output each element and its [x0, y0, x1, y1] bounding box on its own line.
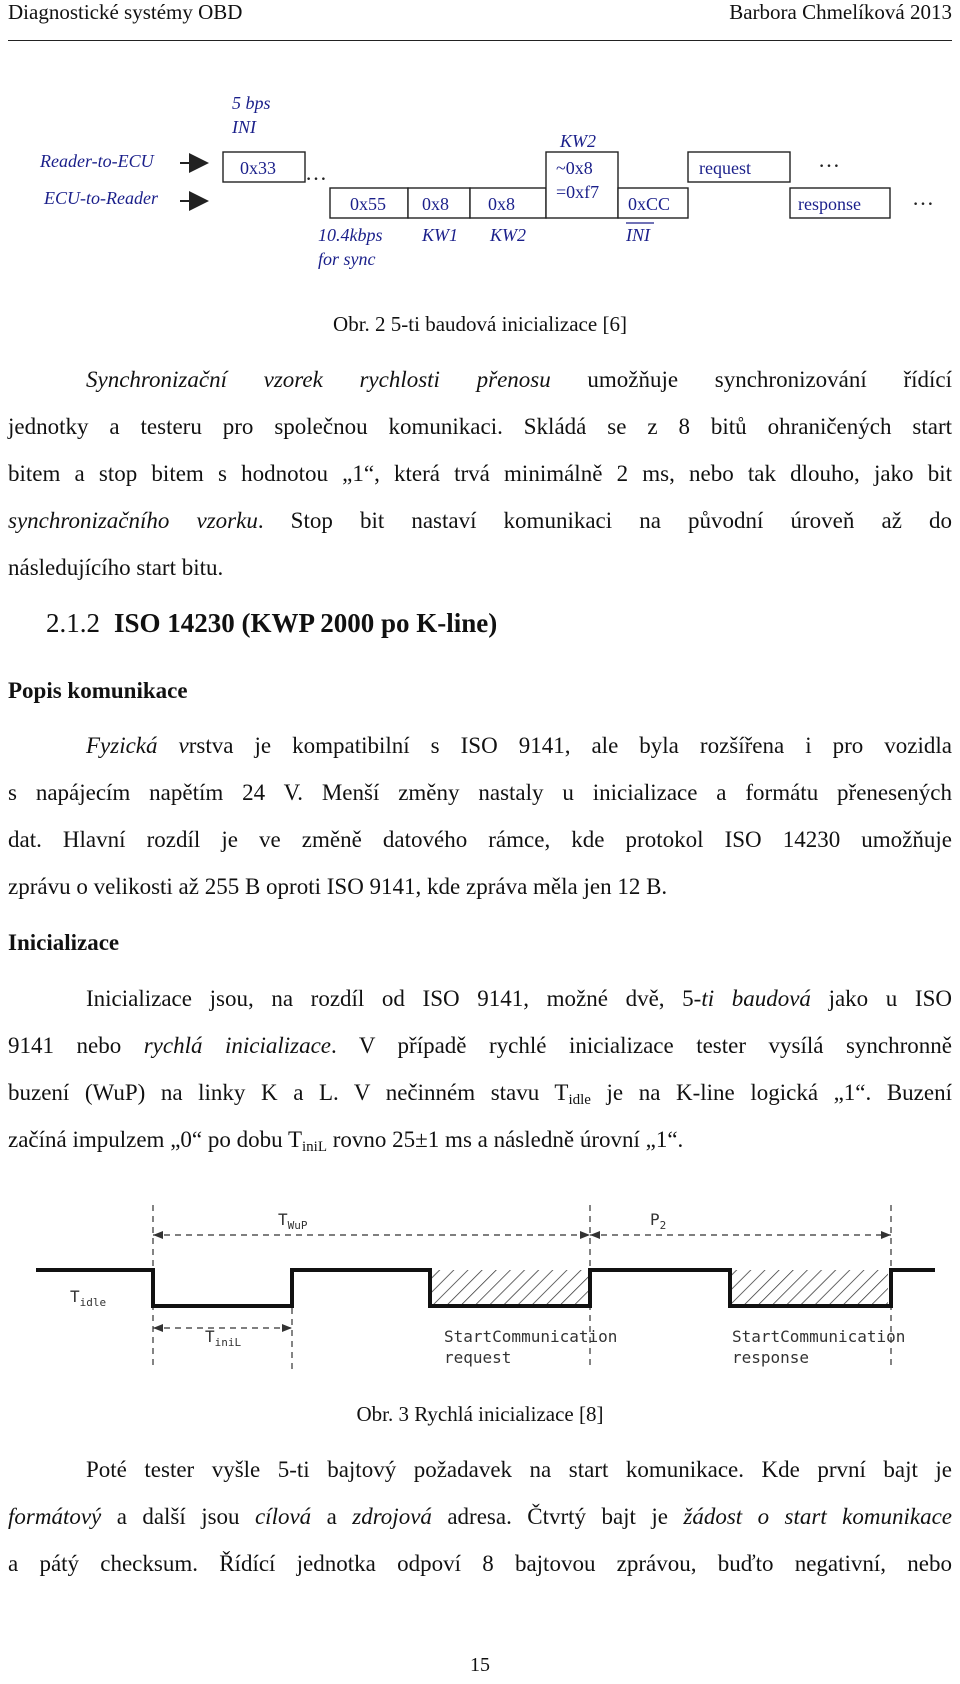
figure-fast-init — [0, 1200, 960, 1375]
label-response-2: response — [732, 1348, 810, 1367]
box-kw1: 0x8 — [422, 194, 449, 214]
paragraph-initialization: Inicializace jsou, na rozdíl od ISO 9141, možné dvě, 5-ti baudová jako u ISO 9141 nebo rychlá inicializace. V případě rychlé inicializace tester vysílá synchronně buzení (WuP) na linky K a L. V nečinném stavu $T_{idle}$ je na K-line logická „1“. Buzení začíná impulzem „0“ po dobu $T_{iniL}$ rovno 25±1 ms a následně úrovní „1“. — [8, 986, 952, 1155]
label-request-1: StartCommunication — [444, 1327, 618, 1346]
figure-5-baud-init — [0, 85, 960, 275]
box-inv-1: ~0x8 — [556, 158, 593, 178]
box-ini: 0x33 — [240, 158, 276, 178]
box-response: response — [798, 194, 861, 214]
label-request-2: request — [444, 1348, 512, 1367]
paragraph-request: Poté tester vyšle 5-ti bajtový požadavek na start komunikace. Kde první bajt je formátový a další jsou cílová a zdrojová adresa. Čtvrtý bajt je žádost o start komunikace a pátý checksum. Řídící jednotka odpoví 8 bajtovou zprávou, buďto negativní, nebo — [8, 1457, 952, 1576]
box-inv-2: =0xf7 — [556, 182, 600, 202]
figure2-caption: Obr. 2 5-ti baudová inicializace [6] — [333, 312, 627, 336]
label-p2: $P_2$ — [650, 1210, 667, 1232]
label-t-wup: $T_{WuP}$ — [278, 1210, 308, 1232]
header-divider — [8, 40, 952, 41]
box-inv-ini: 0xCC — [628, 194, 671, 214]
header-title: Diagnostické systémy OBD — [8, 0, 243, 24]
row-label-reader: Reader-to-ECU — [40, 151, 154, 171]
figure3-caption: Obr. 3 Rychlá inicializace [8] — [356, 1402, 604, 1426]
label-t-idle: $T_{idle}$ — [70, 1287, 107, 1309]
ellipsis-1: … — [305, 160, 327, 185]
label-response-1: StartCommunication — [732, 1327, 906, 1346]
page-number: 15 — [470, 1654, 490, 1676]
note-kw2: KW2 — [490, 225, 526, 245]
paragraph-communication: Fyzická vrstva je kompatibilní s ISO 9141, ale byla rozšířena i pro vozidla s napájecím napětím 24 V. Menší změny nastaly u inicializace a formátu přenesených dat. Hlavní rozdíl je ve změně datového rámce, kde protokol ISO 14230 umožňuje zprávu o velikosti až 255 B oproti ISO 9141, kde zpráva měla jen 12 B. — [8, 733, 952, 899]
note-10kbps: 10.4kbps — [318, 225, 383, 245]
note-ini-bottom: INI — [626, 225, 650, 245]
subheading-initialization: Inicializace — [8, 930, 120, 955]
box-sync: 0x55 — [350, 194, 386, 214]
note-for-sync: for sync — [318, 249, 376, 269]
row-label-ecu: ECU-to-Reader — [44, 188, 158, 208]
paragraph-sync: Synchronizační vzorek rychlosti přenosu umožňuje synchronizování řídící jednotky a testeru pro společnou komunikaci. Skládá se z 8 bitů ohraničených start bitem a stop bitem s hodnotou „1“, která trvá minimálně 2 ms, nebo tak dlouho, jako bit synchronizačního vzorku. Stop bit nastaví komunikaci na původní úroveň až do následujícího start bitu. — [8, 367, 952, 580]
ellipsis-2: … — [818, 147, 840, 172]
note-5bps: 5 bps — [232, 93, 271, 113]
section-heading: 2.1.2 ISO 14230 (KWP 2000 po K-line) — [46, 608, 498, 638]
note-ini: INI — [232, 117, 256, 137]
note-kw2-top: KW2 — [560, 131, 596, 151]
box-request: request — [699, 158, 751, 178]
label-t-inil: $T_{iniL}$ — [205, 1327, 242, 1349]
box-kw2: 0x8 — [488, 194, 515, 214]
ellipsis-3: … — [912, 185, 934, 210]
header-author: Barbora Chmelíková 2013 — [729, 0, 952, 24]
subheading-communication: Popis komunikace — [8, 678, 188, 703]
note-kw1: KW1 — [422, 225, 458, 245]
